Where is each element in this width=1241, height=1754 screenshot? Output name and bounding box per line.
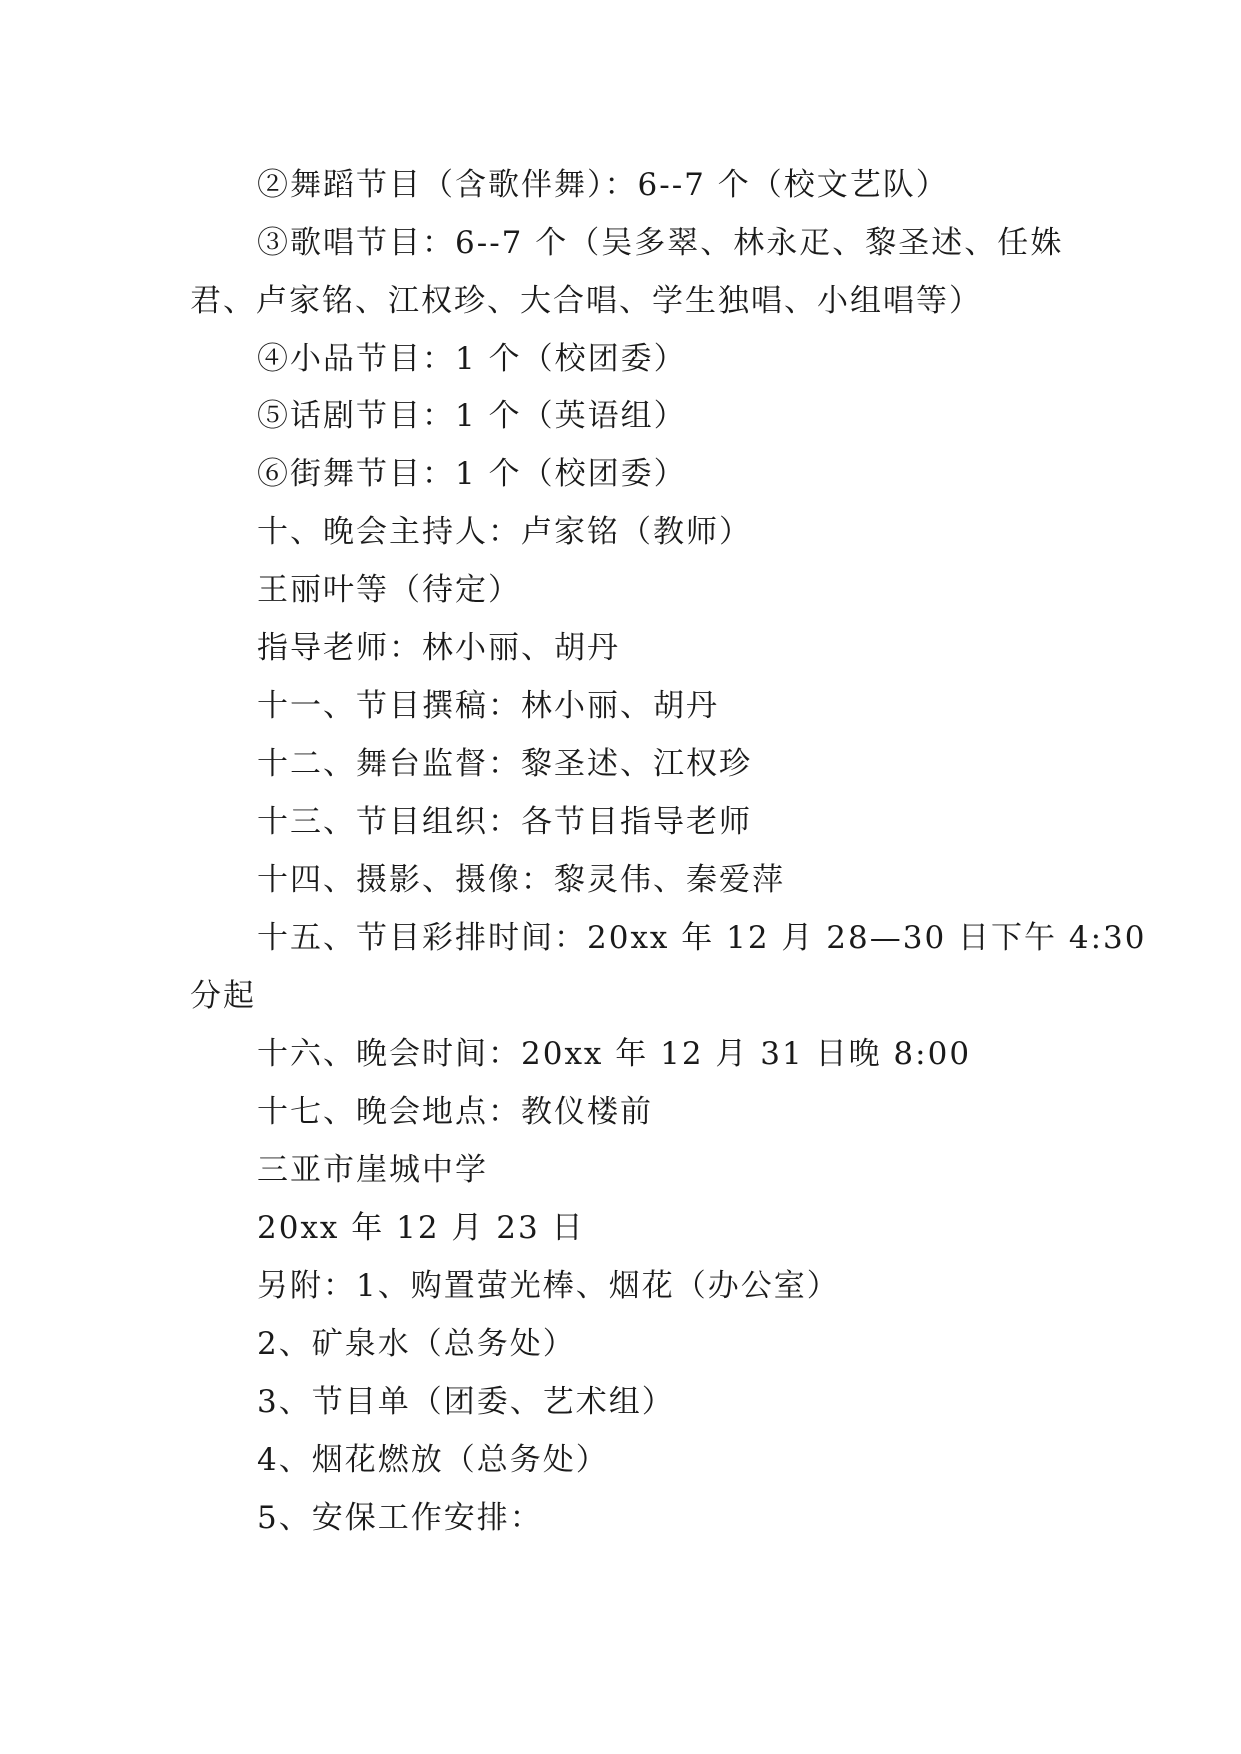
text-line: 十一、节目撰稿：林小丽、胡丹	[257, 688, 719, 724]
text-line: 三亚市崖城中学	[257, 1152, 488, 1188]
text-line: 3、节目单（团委、艺术组）	[257, 1384, 675, 1420]
text-line: 5、安保工作安排：	[257, 1500, 543, 1536]
text-line: 2、矿泉水（总务处）	[257, 1326, 576, 1362]
text-line: ②舞蹈节目（含歌伴舞）：6--7 个（校文艺队）	[257, 167, 949, 203]
text-line: 君、卢家铭、江权珍、大合唱、学生独唱、小组唱等）	[190, 283, 982, 319]
text-line: 十六、晚会时间：20xx 年 12 月 31 日晚 8:00	[257, 1036, 972, 1072]
text-line: 十四、摄影、摄像：黎灵伟、秦爱萍	[257, 862, 785, 898]
text-line: ⑥街舞节目：1 个（校团委）	[257, 456, 687, 492]
text-line: 指导老师：林小丽、胡丹	[257, 630, 620, 666]
text-line: 20xx 年 12 月 23 日	[257, 1210, 585, 1246]
text-line: ④小品节目：1 个（校团委）	[257, 341, 687, 377]
text-line: 十二、舞台监督：黎圣述、江权珍	[257, 746, 752, 782]
text-line: 十、晚会主持人：卢家铭（教师）	[257, 514, 752, 550]
text-line: 分起	[190, 978, 256, 1014]
text-line: 4、烟花燃放（总务处）	[257, 1442, 609, 1478]
text-line: 另附：1、购置萤光棒、烟花（办公室）	[257, 1268, 840, 1304]
text-line: 王丽叶等（待定）	[257, 572, 521, 608]
text-line: 十三、节目组织：各节目指导老师	[257, 804, 752, 840]
text-line: ⑤话剧节目：1 个（英语组）	[257, 398, 687, 434]
text-line: 十七、晚会地点：教仪楼前	[257, 1094, 653, 1130]
text-line: 十五、节目彩排时间：20xx 年 12 月 28—30 日下午 4:30	[257, 920, 1147, 956]
text-line: ③歌唱节目：6--7 个（吴多翠、林永疋、黎圣述、任姝	[257, 225, 1064, 261]
